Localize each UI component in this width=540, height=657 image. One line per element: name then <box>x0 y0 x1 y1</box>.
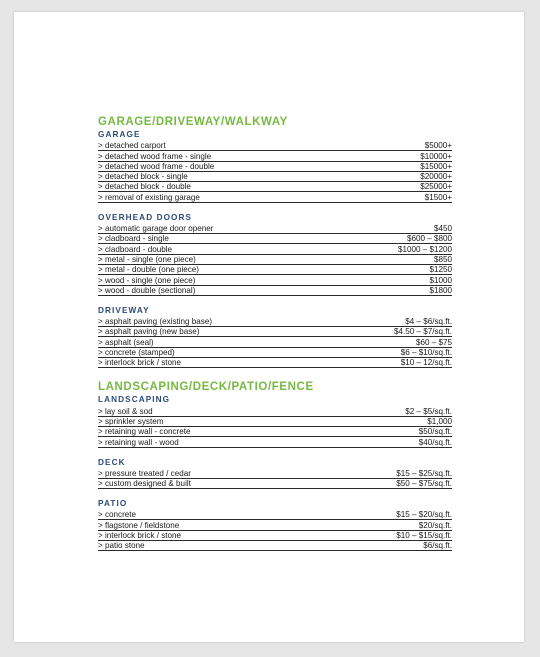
list-item: > flagstone / fieldstone $20/sq.ft. <box>98 520 452 530</box>
list-item: > removal of existing garage $1500+ <box>98 192 452 202</box>
section-list-landscaping <box>98 406 452 447</box>
list-item: > detached block - double $25000+ <box>98 182 452 192</box>
list-item: > automatic garage door opener $450 <box>98 224 452 234</box>
section-list-driveway <box>98 317 452 368</box>
list-item: > custom designed & built $50 – $75/sq.ft. <box>98 479 452 489</box>
price-list <box>98 116 452 551</box>
list-item: > asphalt paving (new base) $4.50 – $7/sq.ft. <box>98 327 452 337</box>
list-item: > pressure treated / cedar $15 – $25/sq.ft. <box>98 468 452 478</box>
list-item: > patio stone $6/sq.ft. <box>98 541 452 551</box>
section-list-patio <box>98 510 452 551</box>
category-title: LANDSCAPING/DECK/PATIO/FENCE <box>98 381 314 394</box>
list-item: > retaining wall - wood $40/sq.ft. <box>98 437 452 447</box>
section-title-garage: GARAGE <box>98 130 141 139</box>
list-item: > asphalt paving (existing base) $4 – $6/sq.ft. <box>98 317 452 327</box>
document-page <box>14 12 524 642</box>
list-item: > retaining wall - concrete $50/sq.ft. <box>98 427 452 437</box>
section-list-garage <box>98 141 452 203</box>
list-item: > asphalt (seal) $60 – $75 <box>98 337 452 347</box>
list-item: > cladboard - single $600 – $800 <box>98 234 452 244</box>
list-item: > sprinkler system $1,000 <box>98 416 452 426</box>
list-item: > wood - double (sectional) $1800 <box>98 285 452 295</box>
list-item: > metal - single (one piece) $850 <box>98 254 452 264</box>
section-title-patio: PATIO <box>98 499 128 509</box>
list-item: > detached wood frame - double $15000+ <box>98 161 452 171</box>
section-list-deck <box>98 469 452 490</box>
list-item: > lay soil & sod $2 – $5/sq.ft. <box>98 406 452 416</box>
section-title-overhead-doors: OVERHEAD DOORS <box>98 212 193 222</box>
list-item: > detached wood frame - single $10000+ <box>98 151 452 161</box>
section-title-driveway: DRIVEWAY <box>98 305 150 315</box>
list-item: > wood - single (one piece) $1000 <box>98 275 452 285</box>
list-item: > interlock brick / stone $10 – $15/sq.ft. <box>98 531 452 541</box>
list-item: > detached carport $5000+ <box>98 141 452 151</box>
section-title-landscaping: LANDSCAPING <box>98 395 171 405</box>
section-list-overhead-doors <box>98 224 452 296</box>
list-item: > metal - double (one piece) $1250 <box>98 265 452 275</box>
list-item: > detached block - single $20000+ <box>98 172 452 182</box>
list-item: > cladboard - double $1000 – $1200 <box>98 244 452 254</box>
list-item: > concrete $15 – $20/sq.ft. <box>98 510 452 520</box>
category-title: GARAGE/DRIVEWAY/WALKWAY <box>98 116 288 128</box>
list-item: > interlock brick / stone $10 – 12/sq.ft. <box>98 358 452 368</box>
list-item: > concrete (stamped) $6 – $10/sq.ft. <box>98 348 452 358</box>
section-title-deck: DECK <box>98 457 126 467</box>
